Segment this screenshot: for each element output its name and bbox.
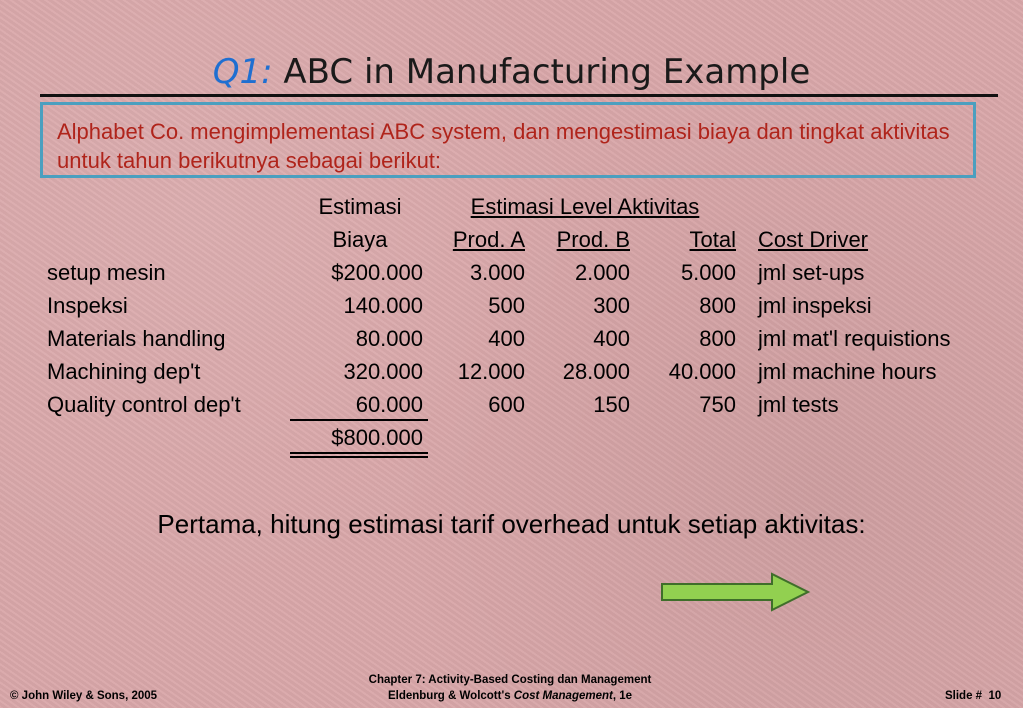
row-prod-a: 12.000 [457, 359, 525, 384]
row-driver: jml inspeksi [758, 293, 872, 318]
total-double-rule-bottom [290, 456, 428, 458]
footer-book-line [300, 688, 720, 704]
header-estimasi: Estimasi [318, 194, 402, 219]
row-prod-b: 28.000 [562, 359, 630, 384]
footer-edition: , 1e [612, 690, 633, 702]
row-activity: Inspeksi [47, 293, 128, 318]
row-driver: jml set-ups [758, 260, 865, 285]
intro-box: Alphabet Co. mengimplementasi ABC system, dan mengestimasi biaya dan tingkat aktivitas untuk tahun berikutnya sebagai berikut: [40, 102, 976, 178]
row-activity: setup mesin [47, 260, 166, 285]
row-total: 800 [699, 326, 736, 351]
row-total: 5.000 [680, 260, 736, 285]
row-prod-a: 400 [488, 326, 525, 351]
header-prod-b: Prod. B [556, 227, 630, 252]
row-driver: jml mat'l requistions [758, 326, 951, 351]
footer-book-title: Cost Management [513, 690, 613, 702]
row-prod-a: 600 [488, 392, 525, 417]
grand-total: $800.000 [331, 425, 423, 450]
footer-copyright: © John Wiley & Sons, 2005 [10, 690, 158, 702]
row-cost: 60.000 [355, 392, 423, 417]
subtotal-rule [290, 419, 428, 421]
footer-chapter-title: Chapter 7: Activity-Based Costing dan Management [368, 674, 652, 686]
row-prod-a: 500 [488, 293, 525, 318]
row-cost: 320.000 [343, 359, 423, 384]
header-level-aktivitas: Estimasi Level Aktivitas [470, 194, 700, 219]
row-prod-a: 3.000 [469, 260, 525, 285]
footer-chapter [300, 672, 720, 704]
header-total: Total [689, 227, 736, 252]
row-cost: 80.000 [355, 326, 423, 351]
footer-authors: Eldenburg & Wolcott's [387, 690, 514, 702]
right-arrow-icon[interactable] [660, 572, 812, 612]
row-activity: Machining dep't [47, 359, 201, 384]
instruction-text: Pertama, hitung estimasi tarif overhead untuk setiap aktivitas: [157, 509, 866, 539]
row-prod-b: 300 [593, 293, 630, 318]
header-cost-driver: Cost Driver [758, 227, 869, 252]
row-prod-b: 2.000 [574, 260, 630, 285]
total-double-rule-top [290, 452, 428, 454]
arrow-shape[interactable] [662, 574, 808, 610]
row-total: 750 [699, 392, 736, 417]
footer-slide-number [945, 688, 1001, 704]
question-label: Q1: [212, 52, 273, 92]
row-prod-b: 400 [593, 326, 630, 351]
row-driver: jml machine hours [758, 359, 937, 384]
row-cost: $200.000 [331, 260, 423, 285]
slide-label: Slide # [945, 690, 983, 702]
row-activity: Quality control dep't [47, 392, 241, 417]
slide-number: 10 [988, 690, 1002, 702]
row-cost: 140.000 [343, 293, 423, 318]
row-total: 800 [699, 293, 736, 318]
row-prod-b: 150 [593, 392, 630, 417]
header-biaya: Biaya [332, 227, 388, 252]
title-text: ABC in Manufacturing Example [283, 52, 811, 92]
row-driver: jml tests [758, 392, 839, 417]
row-activity: Materials handling [47, 326, 226, 351]
row-total: 40.000 [668, 359, 736, 384]
header-prod-a: Prod. A [452, 227, 525, 252]
